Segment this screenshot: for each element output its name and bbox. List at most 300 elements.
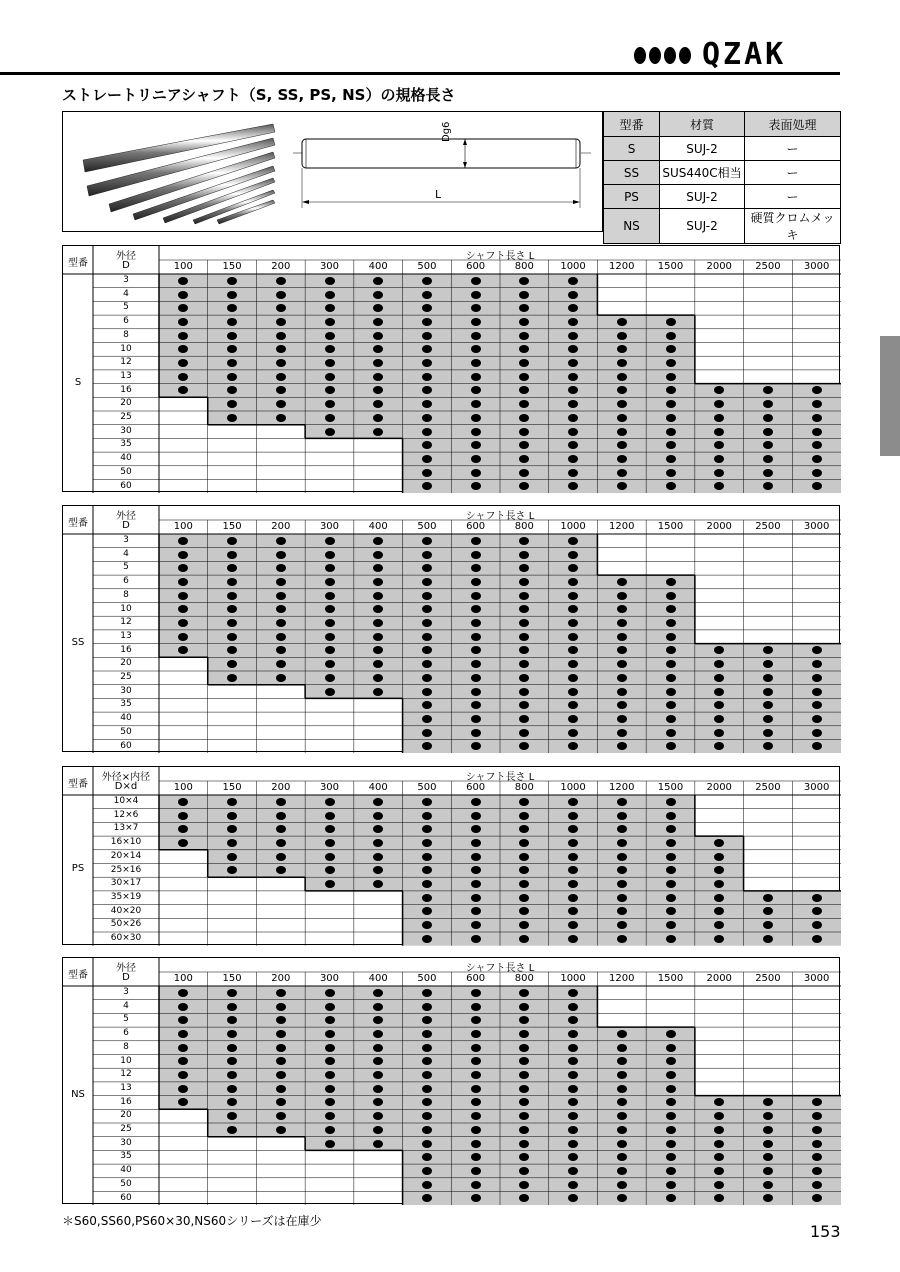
available-dot-icon — [373, 853, 383, 861]
available-dot-icon — [568, 1181, 578, 1189]
available-dot-icon — [666, 729, 676, 737]
length-column-label: 1000 — [560, 261, 586, 272]
available-dot-icon — [325, 1085, 335, 1093]
diameter-row-label: 16×10 — [110, 837, 142, 848]
available-dot-icon — [519, 1140, 529, 1148]
series-label: NS — [71, 1088, 85, 1100]
length-column-label: 500 — [417, 261, 437, 272]
available-dot-icon — [471, 564, 481, 572]
available-dot-icon — [617, 880, 627, 888]
available-dot-icon — [471, 1181, 481, 1189]
material-cell: SUJ-2 — [660, 137, 745, 161]
available-dot-icon — [471, 633, 481, 641]
available-dot-icon — [422, 715, 432, 723]
length-column-label: 600 — [466, 521, 486, 532]
available-dot-icon — [812, 1153, 822, 1161]
available-dot-icon — [763, 715, 773, 723]
available-dot-icon — [471, 935, 481, 943]
available-dot-icon — [471, 812, 481, 820]
available-dot-icon — [325, 880, 335, 888]
available-dot-icon — [471, 1030, 481, 1038]
available-dot-icon — [812, 701, 822, 709]
diameter-column-symbol: D — [122, 260, 130, 271]
material-row — [604, 185, 841, 209]
material-header-cell: 表面処理 — [745, 112, 841, 137]
available-dot-icon — [568, 812, 578, 820]
available-dot-icon — [227, 1030, 237, 1038]
available-dot-icon — [617, 1140, 627, 1148]
diameter-row-label: 13 — [120, 1082, 132, 1093]
diameter-row-label: 8 — [123, 329, 129, 340]
available-dot-icon — [325, 592, 335, 600]
length-column-label: 2000 — [706, 782, 732, 793]
available-dot-icon — [227, 291, 237, 299]
available-dot-icon — [714, 674, 724, 682]
shaft-length-header: シャフト長さ L — [465, 251, 535, 262]
material-cell: SUJ-2 — [660, 209, 745, 244]
available-dot-icon — [763, 455, 773, 463]
length-column-label: 200 — [271, 973, 291, 984]
available-dot-icon — [471, 537, 481, 545]
available-dot-icon — [568, 537, 578, 545]
available-dot-icon — [812, 729, 822, 737]
available-dot-icon — [422, 592, 432, 600]
available-dot-icon — [325, 619, 335, 627]
available-dot-icon — [276, 400, 286, 408]
material-row — [604, 137, 841, 161]
available-dot-icon — [325, 551, 335, 559]
available-dot-icon — [568, 578, 578, 586]
shaft-length-header: シャフト長さ L — [465, 511, 535, 522]
available-dot-icon — [617, 935, 627, 943]
available-dot-icon — [471, 989, 481, 997]
available-dot-icon — [471, 894, 481, 902]
length-column-label: 1200 — [609, 782, 635, 793]
shaft-length-header: シャフト長さ L — [465, 772, 535, 783]
available-dot-icon — [422, 1071, 432, 1079]
diameter-row-label: 60 — [120, 1192, 132, 1203]
available-dot-icon — [422, 455, 432, 463]
available-dot-icon — [519, 1003, 529, 1011]
available-dot-icon — [373, 1003, 383, 1011]
page-title: ストレートリニアシャフト（S, SS, PS, NS）の規格長さ — [62, 86, 456, 104]
length-column-label: 600 — [466, 782, 486, 793]
available-dot-icon — [666, 1057, 676, 1065]
available-dot-icon — [325, 825, 335, 833]
available-dot-icon — [325, 1140, 335, 1148]
available-dot-icon — [325, 414, 335, 422]
available-dot-icon — [617, 332, 627, 340]
diameter-row-label: 4 — [123, 288, 129, 299]
available-dot-icon — [714, 688, 724, 696]
available-dot-icon — [714, 428, 724, 436]
available-dot-icon — [471, 291, 481, 299]
available-dot-icon — [325, 688, 335, 696]
available-dot-icon — [568, 989, 578, 997]
available-dot-icon — [276, 1085, 286, 1093]
available-dot-icon — [471, 1071, 481, 1079]
available-dot-icon — [763, 428, 773, 436]
available-dot-icon — [373, 1044, 383, 1052]
available-dot-icon — [227, 1003, 237, 1011]
available-dot-icon — [617, 633, 627, 641]
available-dot-icon — [617, 729, 627, 737]
shaft-length-header: シャフト長さ L — [465, 963, 535, 974]
available-dot-icon — [471, 701, 481, 709]
available-dot-icon — [227, 674, 237, 682]
length-column-label: 300 — [319, 261, 340, 272]
available-dot-icon — [276, 291, 286, 299]
available-dot-icon — [471, 359, 481, 367]
diameter-row-label: 25 — [120, 672, 132, 682]
available-dot-icon — [568, 469, 578, 477]
diameter-row-label: 25×16 — [110, 864, 142, 875]
available-dot-icon — [666, 674, 676, 682]
available-dot-icon — [714, 469, 724, 477]
available-dot-icon — [276, 619, 286, 627]
available-dot-icon — [422, 1044, 432, 1052]
available-dot-icon — [422, 989, 432, 997]
available-dot-icon — [471, 921, 481, 929]
available-dot-icon — [373, 1140, 383, 1148]
available-dot-icon — [227, 277, 237, 285]
available-dot-icon — [666, 633, 676, 641]
logo-word: QZAK — [702, 37, 787, 72]
available-dot-icon — [276, 318, 286, 326]
available-dot-icon — [617, 400, 627, 408]
diameter-row-label: 10 — [120, 603, 132, 614]
available-dot-icon — [617, 428, 627, 436]
available-dot-icon — [812, 715, 822, 723]
available-dot-icon — [325, 674, 335, 682]
available-dot-icon — [617, 455, 627, 463]
available-dot-icon — [422, 359, 432, 367]
diameter-row-label: 10 — [120, 343, 132, 354]
available-dot-icon — [276, 989, 286, 997]
available-dot-icon — [763, 1181, 773, 1189]
available-dot-icon — [666, 688, 676, 696]
material-type-cell: S — [604, 137, 660, 161]
available-dot-icon — [227, 1044, 237, 1052]
available-dot-icon — [666, 921, 676, 929]
diameter-row-label: 60 — [120, 480, 132, 491]
available-dot-icon — [373, 537, 383, 545]
available-dot-icon — [422, 428, 432, 436]
available-dot-icon — [666, 866, 676, 874]
available-dot-icon — [325, 633, 335, 641]
available-dot-icon — [763, 729, 773, 737]
diameter-row-label: 16 — [120, 1096, 132, 1107]
length-column-label: 1500 — [657, 521, 684, 532]
available-dot-icon — [617, 359, 627, 367]
available-dot-icon — [617, 1030, 627, 1038]
length-column-label: 1000 — [560, 782, 586, 793]
available-dot-icon — [227, 1126, 237, 1134]
length-column-label: 300 — [319, 782, 340, 793]
available-dot-icon — [763, 469, 773, 477]
available-dot-icon — [471, 729, 481, 737]
available-dot-icon — [422, 1181, 432, 1189]
length-column-label: 150 — [222, 521, 242, 532]
diameter-row-label: 3 — [123, 275, 129, 285]
available-dot-icon — [325, 1112, 335, 1120]
length-column-label: 1500 — [657, 261, 684, 272]
available-dot-icon — [617, 1071, 627, 1079]
available-dot-icon — [568, 1085, 578, 1093]
diameter-column-header: 外径×内径 — [101, 772, 151, 783]
length-column-label: 500 — [417, 973, 437, 984]
available-dot-icon — [812, 455, 822, 463]
brand-logo — [634, 38, 786, 72]
available-dot-icon — [422, 1085, 432, 1093]
available-dot-icon — [812, 1181, 822, 1189]
available-dot-icon — [471, 1085, 481, 1093]
available-dot-icon — [276, 633, 286, 641]
available-dot-icon — [471, 798, 481, 806]
diameter-row-label: 8 — [123, 1041, 129, 1052]
length-table-s — [62, 245, 840, 492]
diameter-row-label: 13 — [120, 370, 132, 381]
length-column-label: 500 — [417, 521, 437, 532]
diameter-row-label: 20 — [120, 658, 132, 669]
available-dot-icon — [519, 853, 529, 861]
diameter-row-label: 13×7 — [113, 823, 139, 834]
available-dot-icon — [325, 578, 335, 586]
available-dot-icon — [812, 894, 822, 902]
diameter-row-label: 30×17 — [110, 878, 142, 889]
diameter-row-label: 16 — [120, 384, 132, 395]
available-dot-icon — [227, 989, 237, 997]
diameter-row-label: 50 — [120, 466, 132, 477]
available-dot-icon — [666, 742, 676, 750]
length-column-label: 600 — [466, 261, 486, 272]
available-dot-icon — [617, 318, 627, 326]
available-dot-icon — [325, 304, 335, 312]
diameter-row-label: 25 — [120, 1124, 132, 1134]
available-dot-icon — [568, 1030, 578, 1038]
available-dot-icon — [471, 1044, 481, 1052]
shaft-dimension-diagram — [293, 130, 593, 220]
available-dot-icon — [422, 1030, 432, 1038]
available-dot-icon — [568, 1167, 578, 1175]
available-dot-icon — [325, 1016, 335, 1024]
available-dot-icon — [617, 894, 627, 902]
available-dot-icon — [471, 332, 481, 340]
available-dot-icon — [617, 1167, 627, 1175]
diameter-column-header: 外径 — [116, 511, 136, 522]
available-dot-icon — [325, 400, 335, 408]
available-dot-icon — [178, 551, 188, 559]
available-dot-icon — [812, 428, 822, 436]
available-dot-icon — [325, 989, 335, 997]
available-dot-icon — [276, 1126, 286, 1134]
length-table-ps — [62, 766, 840, 945]
available-dot-icon — [276, 1071, 286, 1079]
diameter-column-symbol: D — [122, 972, 130, 983]
available-dot-icon — [325, 359, 335, 367]
series-label: S — [74, 376, 82, 388]
available-dot-icon — [227, 1085, 237, 1093]
length-column-label: 1500 — [657, 782, 684, 793]
available-dot-icon — [178, 1044, 188, 1052]
available-dot-icon — [519, 332, 529, 340]
available-dot-icon — [325, 839, 335, 847]
length-column-label: 2500 — [755, 261, 781, 272]
length-column-label: 800 — [514, 782, 534, 793]
available-dot-icon — [276, 592, 286, 600]
available-dot-icon — [422, 839, 432, 847]
available-dot-icon — [617, 660, 627, 668]
available-dot-icon — [666, 1194, 676, 1202]
available-dot-icon — [178, 1085, 188, 1093]
available-dot-icon — [617, 1181, 627, 1189]
available-dot-icon — [373, 428, 383, 436]
available-dot-icon — [276, 277, 286, 285]
available-dot-icon — [812, 935, 822, 943]
available-dot-icon — [325, 537, 335, 545]
length-column-label: 100 — [173, 521, 193, 532]
length-column-label: 2500 — [755, 521, 781, 532]
available-dot-icon — [227, 318, 237, 326]
available-dot-icon — [471, 277, 481, 285]
available-dot-icon — [714, 1181, 724, 1189]
diameter-row-label: 20 — [120, 398, 132, 409]
available-dot-icon — [714, 729, 724, 737]
available-dot-icon — [568, 414, 578, 422]
type-column-header: 型番 — [68, 518, 88, 529]
available-dot-icon — [666, 880, 676, 888]
available-dot-icon — [471, 551, 481, 559]
diameter-row-label: 13 — [120, 630, 132, 641]
available-dot-icon — [178, 592, 188, 600]
available-dot-icon — [178, 812, 188, 820]
available-dot-icon — [422, 798, 432, 806]
available-dot-icon — [666, 798, 676, 806]
available-dot-icon — [763, 894, 773, 902]
material-table — [603, 111, 841, 244]
diameter-row-label: 30 — [120, 685, 132, 696]
available-dot-icon — [422, 1167, 432, 1175]
available-dot-icon — [812, 1140, 822, 1148]
available-dot-icon — [471, 428, 481, 436]
available-dot-icon — [325, 798, 335, 806]
available-dot-icon — [666, 812, 676, 820]
available-dot-icon — [471, 1126, 481, 1134]
available-dot-icon — [519, 469, 529, 477]
available-dot-icon — [666, 578, 676, 586]
available-dot-icon — [666, 455, 676, 463]
diameter-row-label: 5 — [123, 1014, 129, 1025]
available-dot-icon — [471, 400, 481, 408]
available-dot-icon — [666, 469, 676, 477]
available-dot-icon — [422, 1126, 432, 1134]
available-dot-icon — [471, 469, 481, 477]
length-column-label: 400 — [368, 973, 388, 984]
available-dot-icon — [666, 359, 676, 367]
available-dot-icon — [714, 935, 724, 943]
diameter-row-label: 20×14 — [110, 850, 142, 861]
available-dot-icon — [373, 812, 383, 820]
available-dot-icon — [373, 1126, 383, 1134]
available-dot-icon — [666, 715, 676, 723]
available-dot-icon — [617, 578, 627, 586]
available-dot-icon — [812, 674, 822, 682]
available-dot-icon — [519, 428, 529, 436]
length-column-label: 1000 — [560, 521, 586, 532]
available-dot-icon — [325, 853, 335, 861]
material-header-cell: 型番 — [604, 112, 660, 137]
diameter-row-label: 8 — [123, 589, 129, 600]
available-dot-icon — [812, 400, 822, 408]
available-dot-icon — [568, 277, 578, 285]
material-type-cell: NS — [604, 209, 660, 244]
length-column-label: 800 — [514, 261, 534, 272]
type-column-header: 型番 — [68, 970, 88, 981]
available-dot-icon — [568, 715, 578, 723]
available-dot-icon — [178, 373, 188, 381]
available-dot-icon — [666, 935, 676, 943]
footnote: ＊S60,SS60,PS60×30,NS60シリーズは在庫少 — [62, 1214, 322, 1228]
diameter-row-label: 16 — [120, 644, 132, 655]
available-dot-icon — [325, 866, 335, 874]
available-dot-icon — [325, 660, 335, 668]
available-dot-icon — [568, 332, 578, 340]
available-dot-icon — [666, 1153, 676, 1161]
length-column-label: 300 — [319, 973, 340, 984]
available-dot-icon — [422, 729, 432, 737]
available-dot-icon — [812, 660, 822, 668]
available-dot-icon — [617, 674, 627, 682]
length-column-label: 2000 — [706, 973, 732, 984]
available-dot-icon — [422, 318, 432, 326]
available-dot-icon — [568, 1140, 578, 1148]
available-dot-icon — [325, 1044, 335, 1052]
diameter-row-label: 40×20 — [110, 905, 142, 916]
diameter-row-label: 20 — [120, 1110, 132, 1121]
available-dot-icon — [227, 798, 237, 806]
diameter-column-symbol: D — [122, 520, 130, 531]
available-dot-icon — [714, 414, 724, 422]
available-dot-icon — [568, 1126, 578, 1134]
material-cell: SUS440C相当 — [660, 161, 745, 185]
available-dot-icon — [666, 482, 676, 490]
available-dot-icon — [666, 428, 676, 436]
shaft-photo-icon — [77, 116, 277, 226]
available-dot-icon — [422, 674, 432, 682]
available-dot-icon — [763, 1126, 773, 1134]
available-dot-icon — [422, 894, 432, 902]
available-dot-icon — [666, 605, 676, 613]
available-dot-icon — [276, 359, 286, 367]
available-dot-icon — [227, 414, 237, 422]
available-dot-icon — [666, 441, 676, 449]
available-dot-icon — [568, 839, 578, 847]
page-number: 153 — [810, 1222, 841, 1241]
available-dot-icon — [422, 935, 432, 943]
available-dot-icon — [373, 1085, 383, 1093]
available-dot-icon — [666, 1030, 676, 1038]
available-dot-icon — [178, 291, 188, 299]
available-dot-icon — [714, 894, 724, 902]
available-dot-icon — [568, 729, 578, 737]
available-dot-icon — [373, 332, 383, 340]
logo-dot-icon — [679, 47, 691, 64]
length-column-label: 3000 — [803, 261, 830, 272]
available-dot-icon — [617, 688, 627, 696]
available-dot-icon — [519, 592, 529, 600]
material-row — [604, 209, 841, 244]
available-dot-icon — [471, 825, 481, 833]
